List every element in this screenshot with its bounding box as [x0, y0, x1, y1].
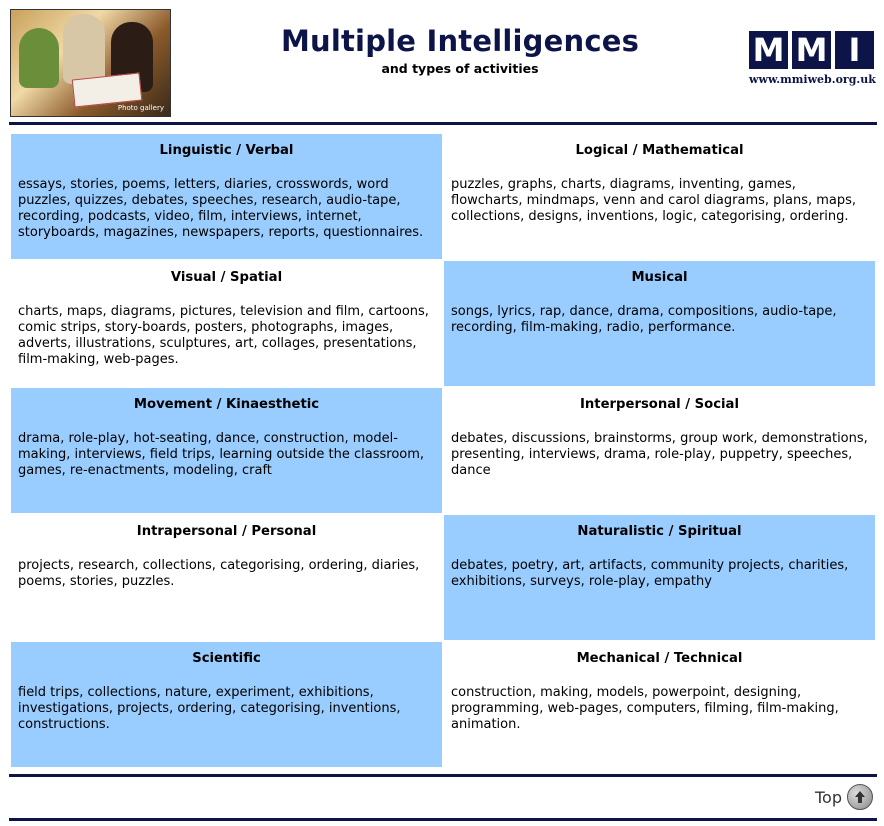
intelligence-title: Naturalistic / Spiritual: [577, 524, 742, 539]
intelligence-activities: charts, maps, diagrams, pictures, television and film, cartoons, comic strips, story-boards, posters, photographs, images, adverts, illustrations, sculptures, art, collages, presentations, film-making, web-pages.: [18, 304, 429, 367]
intelligence-cell-naturalistic: [444, 515, 875, 640]
intelligence-cell-mechanical: [444, 642, 875, 767]
intelligence-cell-kinaesthetic: [11, 388, 442, 513]
intelligence-activities: puzzles, graphs, charts, diagrams, inventing, games, flowcharts, mindmaps, venn and carol diagrams, plans, maps, collections, designs, inventions, logic, categorising, ordering.: [451, 177, 857, 224]
intelligence-cell-visual: [11, 261, 442, 386]
intelligence-title: Scientific: [192, 651, 261, 666]
footer-divider-bottom: [9, 818, 877, 821]
intelligence-cell-logical: [444, 134, 875, 259]
intelligence-title: Movement / Kinaesthetic: [133, 397, 320, 412]
intelligence-cell-interpersonal: [444, 388, 875, 513]
back-to-top-link[interactable]: [815, 784, 873, 810]
intelligence-title: Visual / Spatial: [170, 270, 283, 285]
intelligence-activities: essays, stories, poems, letters, diaries, crosswords, word puzzles, quizzes, debates, speeches, research, audio-tape, recording, podcasts, video, film, interviews, internet, storyboards, magazines, newspapers, reports, questionnaires.: [18, 177, 424, 240]
page-title: Multiple Intelligences: [280, 24, 640, 58]
intelligence-activities: drama, role-play, hot-seating, dance, construction, model-making, interviews, field trips, learning outside the classroom, games, re-enactments, modeling, craft: [18, 431, 425, 478]
footer-divider-top: [9, 774, 877, 777]
intelligence-title: Mechanical / Technical: [576, 651, 743, 666]
intelligence-activities: debates, discussions, brainstorms, group work, demonstrations, presenting, interviews, drama, role-play, puppetry, speeches, dance: [451, 431, 868, 478]
back-to-top-label: Top: [815, 787, 842, 807]
intelligence-cell-scientific: [11, 642, 442, 767]
page-header: [0, 0, 884, 122]
logo-letter: M: [792, 31, 831, 69]
logo-letter: I: [835, 31, 874, 69]
intelligence-activities: construction, making, models, powerpoint, designing, programming, web-pages, computers, filming, film-making, animation.: [451, 685, 839, 732]
mmi-logo[interactable]: [749, 31, 875, 86]
intelligence-title: Logical / Mathematical: [575, 143, 744, 158]
intelligence-cell-linguistic: [11, 134, 442, 259]
intelligence-title: Musical: [631, 270, 688, 285]
logo-letter: M: [749, 31, 788, 69]
header-divider: [9, 122, 877, 125]
page-subtitle: and types of activities: [381, 61, 539, 76]
photo-caption: Photo gallery: [117, 104, 164, 112]
intelligence-title: Intrapersonal / Personal: [136, 524, 317, 539]
logo-url[interactable]: www.mmiweb.org.uk: [749, 73, 876, 86]
intelligence-title: Interpersonal / Social: [580, 397, 739, 412]
intelligence-activities: projects, research, collections, categorising, ordering, diaries, poems, stories, puzzles.: [18, 558, 420, 589]
arrow-up-icon: [847, 784, 873, 810]
intelligence-title: Linguistic / Verbal: [159, 143, 294, 158]
intelligence-activities: debates, poetry, art, artifacts, community projects, charities, exhibitions, surveys, role-play, empathy: [451, 558, 849, 589]
intelligence-cell-musical: [444, 261, 875, 386]
intelligence-activities: field trips, collections, nature, experiment, exhibitions, investigations, projects, ordering, categorising, inventions, constructions.: [18, 685, 401, 732]
photo-gallery-image[interactable]: [10, 9, 171, 117]
intelligence-cell-intrapersonal: [11, 515, 442, 640]
intelligence-activities: songs, lyrics, rap, dance, drama, compositions, audio-tape, recording, film-making, radio, performance.: [451, 304, 837, 335]
